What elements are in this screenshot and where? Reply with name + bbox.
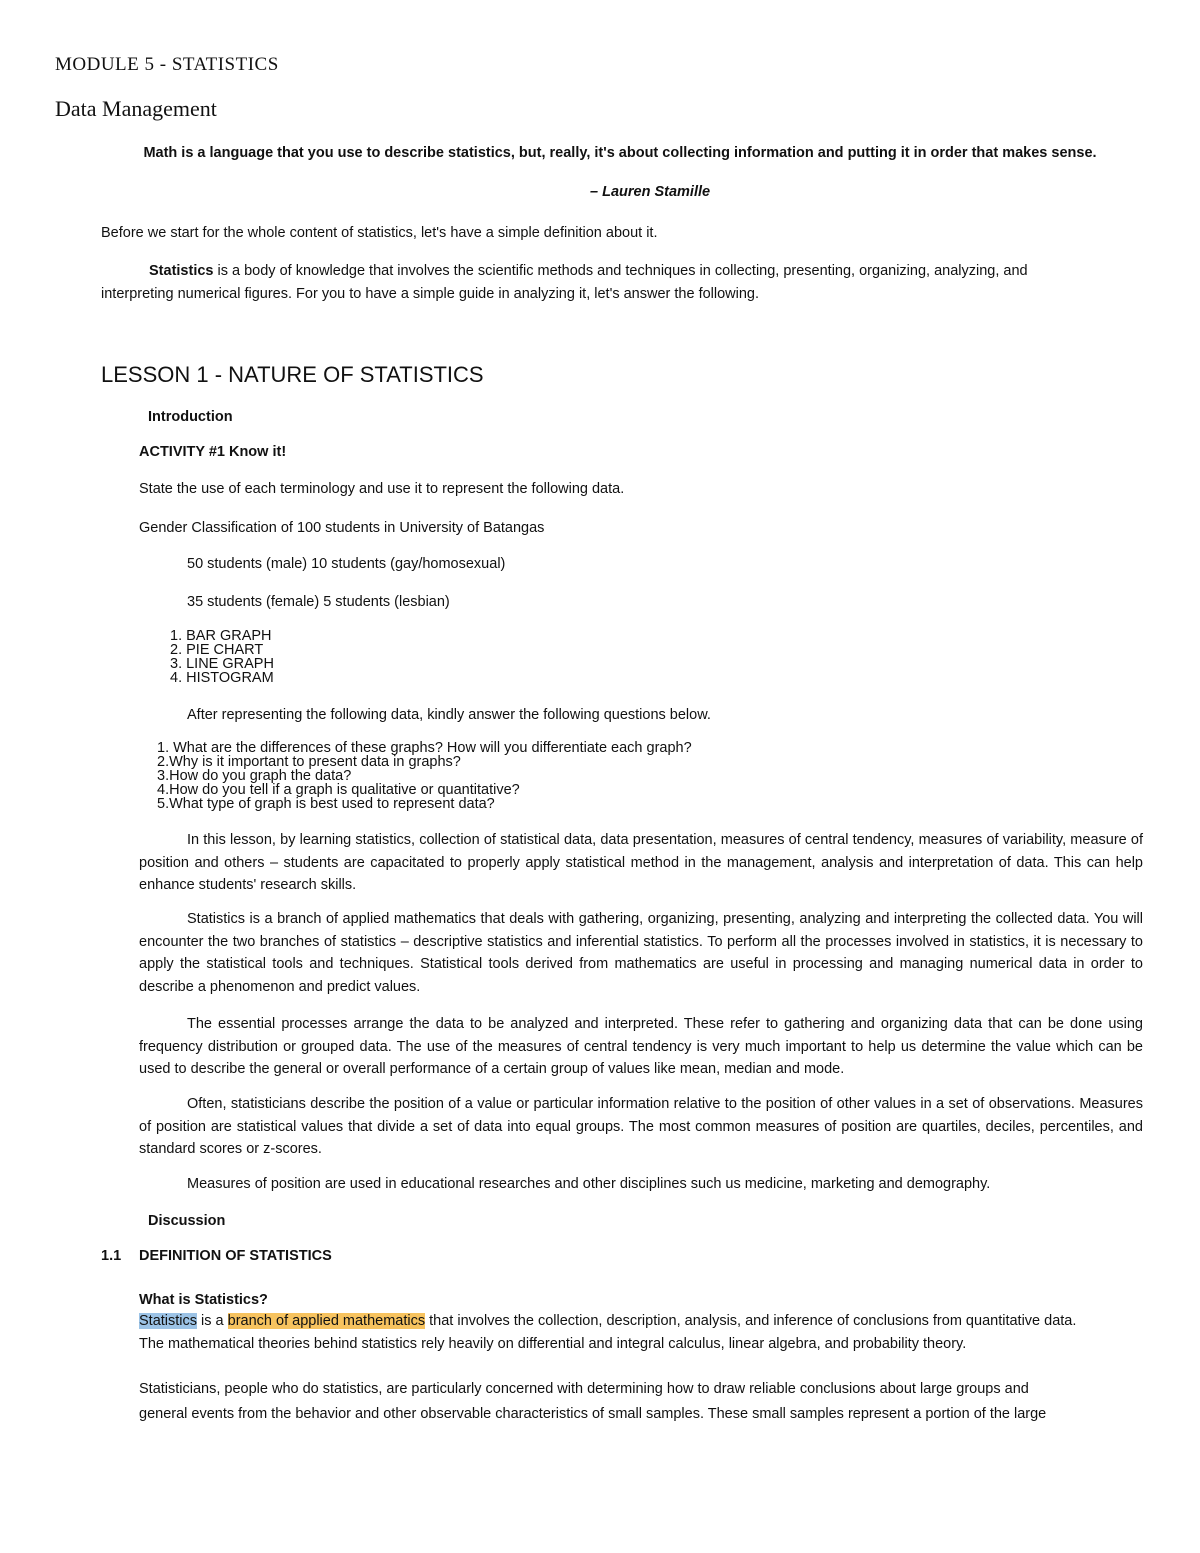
statisticians-line: Statisticians, people who do statistics, are particularly concerned with determining how to draw reliable conclusions about large groups and <box>139 1381 1029 1397</box>
list-item: 1. What are the differences of these graphs? How will you differentiate each graph? <box>157 740 692 756</box>
graph-type-list <box>170 629 274 685</box>
list-item: 5.What type of graph is best used to represent data? <box>157 796 495 812</box>
activity-title: ACTIVITY #1 Know it! <box>139 444 287 460</box>
section-title: Data Management <box>55 96 217 121</box>
statisticians-line: general events from the behavior and other observable characteristics of small samples. These small samples represent a portion of the large <box>139 1406 1047 1422</box>
definition-rest: that involves the collection, description, analysis, and inference of conclusions from quantitative data. <box>425 1313 1077 1329</box>
body-paragraph: The essential processes arrange the data to be analyzed and interpreted. These refer to gathering and organizing data that can be done using frequency distribution or grouped data. The use of the measures of central tendency is very much important to help us determine the value which can be used to describe the general or overall performance of a certain group of values like mean, median and mode. <box>139 1016 1143 1077</box>
quote-text: Math is a language that you use to describe statistics, but, really, it's about collecting information and putting it in order that makes sense. <box>143 145 1097 161</box>
body-paragraph: Statistics is a branch of applied mathematics that deals with gathering, organizing, presenting, analyzing and interpreting the collected data. You will encounter the two branches of statistics – descriptive statistics and inferential statistics. To perform all the processes involved in statistics, it is necessary to apply the statistical tools and techniques. Statistical tools derived from mathematics are useful in processing and managing numerical data in order to describe a phenomenon and predict values. <box>139 911 1143 995</box>
definition-term: Statistics <box>149 263 214 279</box>
module-title: MODULE 5 - STATISTICS <box>55 54 279 75</box>
data-line: 50 students (male) 10 students (gay/homosexual) <box>187 556 506 572</box>
body-paragraph: Measures of position are used in educational researches and other disciplines such us medicine, marketing and demography. <box>187 1176 991 1192</box>
data-title: Gender Classification of 100 students in University of Batangas <box>139 520 545 536</box>
definition-connector: is a <box>197 1313 228 1329</box>
list-item: 2. PIE CHART <box>170 642 264 658</box>
introduction-label: Introduction <box>148 409 233 425</box>
list-item: 1. BAR GRAPH <box>170 628 272 644</box>
question-heading: What is Statistics? <box>139 1292 268 1308</box>
lesson-title: LESSON 1 - NATURE OF STATISTICS <box>101 362 484 387</box>
intro-definition-line2: interpreting numerical figures. For you to have a simple guide in analyzing it, let's answer the following. <box>101 286 760 302</box>
intro-definition-line1 <box>149 260 1028 282</box>
list-item: 2.Why is it important to present data in graphs? <box>157 754 461 770</box>
discussion-label: Discussion <box>148 1213 226 1229</box>
after-instruction: After representing the following data, kindly answer the following questions below. <box>187 707 711 723</box>
body-paragraph: In this lesson, by learning statistics, collection of statistical data, data presentation, measures of central tendency, measures of variability, measure of position and others – students are capacitated to properly apply statistical method in the management, analysis and interpretation of data. This can help enhance students' research skills. <box>139 832 1143 893</box>
highlighted-term: Statistics <box>139 1313 198 1329</box>
quote-author: – Lauren Stamille <box>590 184 711 200</box>
subsection-number: 1.1 <box>101 1248 122 1264</box>
definition-line <box>139 1310 1076 1332</box>
intro-line: Before we start for the whole content of statistics, let's have a simple definition about it. <box>101 225 658 241</box>
definition-text: is a body of knowledge that involves the scientific methods and techniques in collecting, presenting, organizing, analyzing, and <box>213 263 1028 279</box>
highlighted-phrase: branch of applied mathematics <box>227 1313 426 1329</box>
data-line: 35 students (female) 5 students (lesbian) <box>187 594 450 610</box>
list-item: 4.How do you tell if a graph is qualitative or quantitative? <box>157 782 520 798</box>
question-list <box>157 741 692 811</box>
subsection-title: DEFINITION OF STATISTICS <box>139 1248 332 1264</box>
list-item: 3.How do you graph the data? <box>157 768 352 784</box>
list-item: 4. HISTOGRAM <box>170 670 274 686</box>
body-paragraph: Often, statisticians describe the position of a value or particular information relative to the position of other values in a set of observations. Measures of position are statistical values that divide a set of data into equal groups. The most common measures of position are quartiles, deciles, percentiles, and standard scores or z-scores. <box>139 1096 1143 1157</box>
list-item: 3. LINE GRAPH <box>170 656 274 672</box>
activity-instruction: State the use of each terminology and use it to represent the following data. <box>139 481 625 497</box>
definition-line2: The mathematical theories behind statistics rely heavily on differential and integral calculus, linear algebra, and probability theory. <box>139 1336 967 1352</box>
